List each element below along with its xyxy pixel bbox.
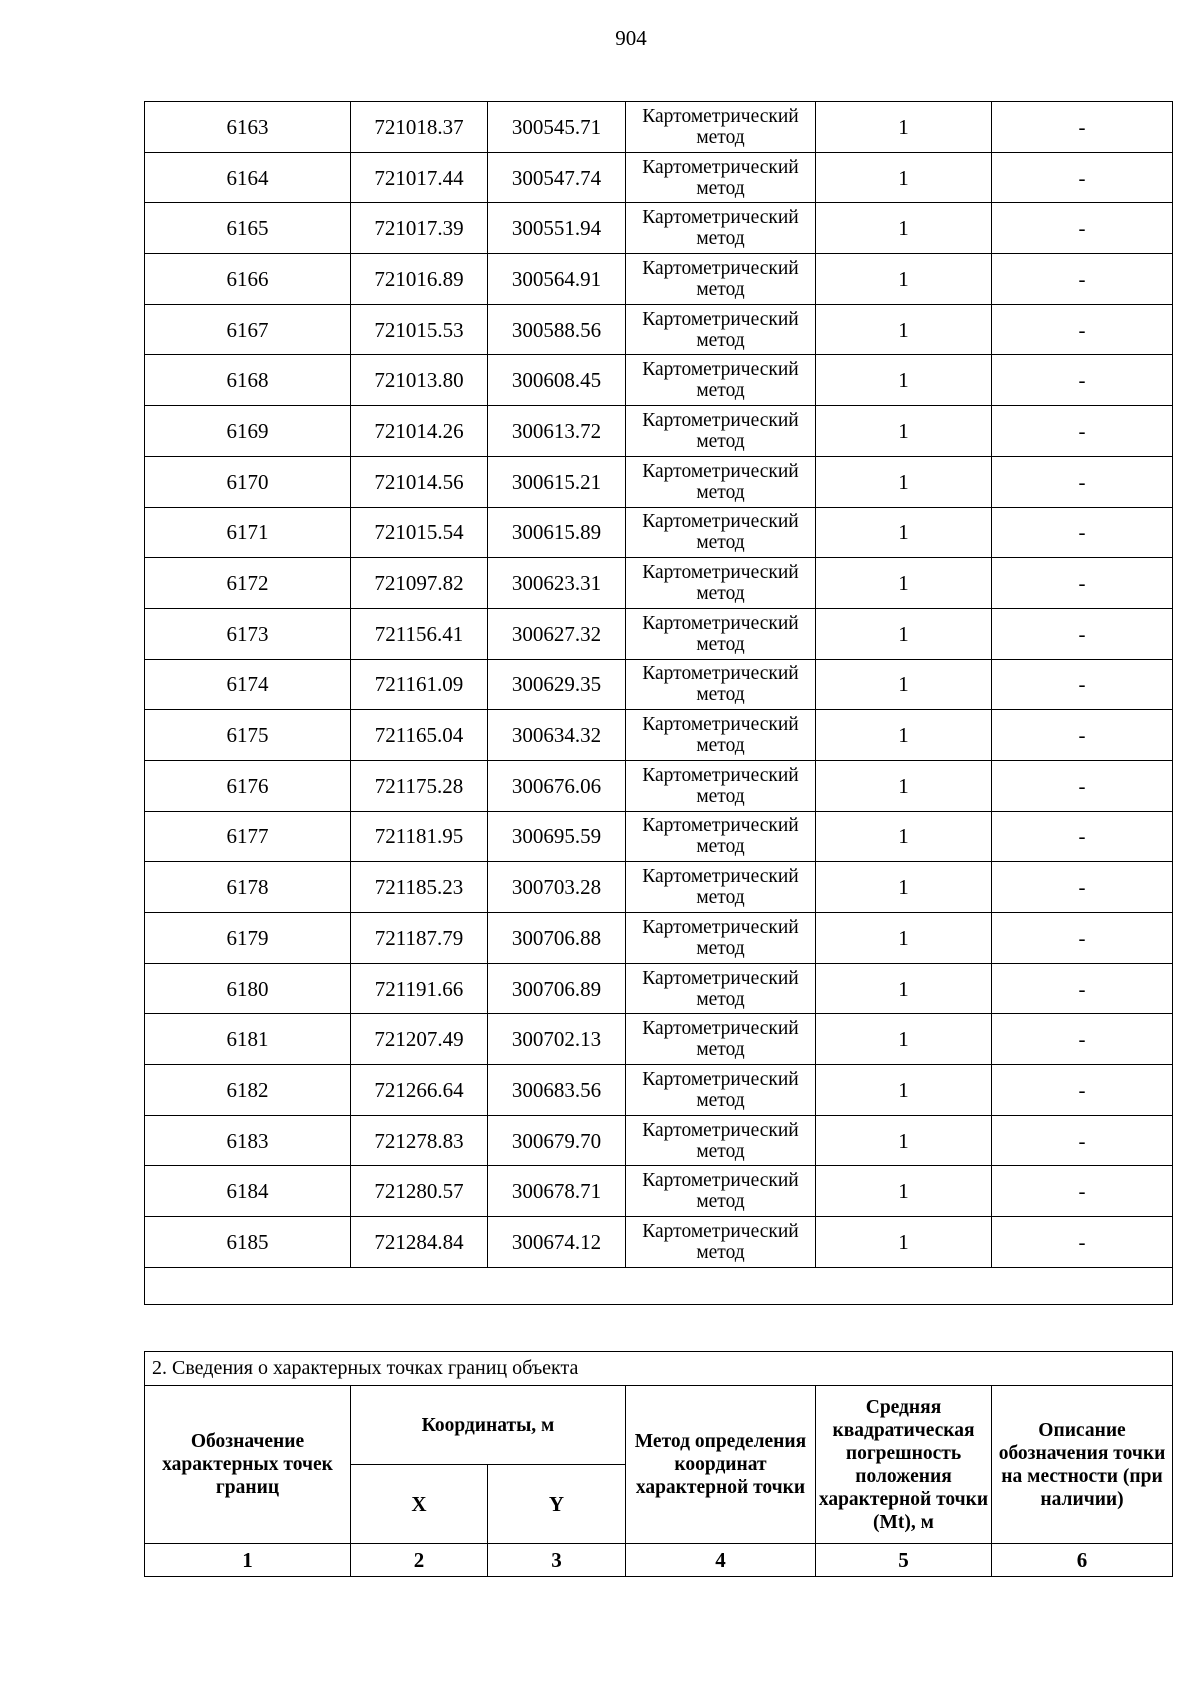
x-coordinate-cell: 721181.95 — [351, 811, 488, 862]
page-number: 904 — [615, 26, 647, 50]
column-number: 6 — [992, 1544, 1173, 1577]
description-cell: - — [992, 1166, 1173, 1217]
point-id-cell: 6169 — [145, 406, 351, 457]
point-id-cell: 6170 — [145, 456, 351, 507]
y-coordinate-cell: 300674.12 — [488, 1217, 626, 1268]
description-cell: - — [992, 102, 1173, 153]
mt-cell: 1 — [816, 1115, 992, 1166]
y-coordinate-cell: 300676.06 — [488, 760, 626, 811]
table-row — [145, 913, 1173, 964]
mt-cell: 1 — [816, 913, 992, 964]
x-coordinate-cell: 721013.80 — [351, 355, 488, 406]
point-id-cell: 6183 — [145, 1115, 351, 1166]
table-row — [145, 1115, 1173, 1166]
header-mt: Средняя квадратическая погрешность положения характерной точки (Mt), м — [816, 1386, 992, 1544]
method-cell: Картометрический метод — [626, 1065, 816, 1116]
column-number: 2 — [351, 1544, 488, 1577]
point-id-cell: 6181 — [145, 1014, 351, 1065]
y-coordinate-cell: 300679.70 — [488, 1115, 626, 1166]
header-method: Метод определения координат характерной точки — [626, 1386, 816, 1544]
mt-cell: 1 — [816, 102, 992, 153]
table-row — [145, 507, 1173, 558]
point-id-cell: 6172 — [145, 558, 351, 609]
x-coordinate-cell: 721280.57 — [351, 1166, 488, 1217]
table-row — [145, 1065, 1173, 1116]
description-cell: - — [992, 355, 1173, 406]
x-coordinate-cell: 721266.64 — [351, 1065, 488, 1116]
table-row — [145, 608, 1173, 659]
point-id-cell: 6176 — [145, 760, 351, 811]
mt-cell: 1 — [816, 152, 992, 203]
mt-cell: 1 — [816, 1065, 992, 1116]
x-coordinate-cell: 721191.66 — [351, 963, 488, 1014]
point-id-cell: 6165 — [145, 203, 351, 254]
point-id-cell: 6185 — [145, 1217, 351, 1268]
description-cell: - — [992, 811, 1173, 862]
point-id-cell: 6182 — [145, 1065, 351, 1116]
method-cell: Картометрический метод — [626, 355, 816, 406]
description-cell: - — [992, 1217, 1173, 1268]
y-coordinate-cell: 300695.59 — [488, 811, 626, 862]
point-id-cell: 6167 — [145, 304, 351, 355]
mt-cell: 1 — [816, 355, 992, 406]
x-coordinate-cell: 721278.83 — [351, 1115, 488, 1166]
x-coordinate-cell: 721017.44 — [351, 152, 488, 203]
description-cell: - — [992, 304, 1173, 355]
method-cell: Картометрический метод — [626, 608, 816, 659]
boundary-points-table-body — [145, 102, 1173, 1305]
mt-cell: 1 — [816, 608, 992, 659]
mt-cell: 1 — [816, 203, 992, 254]
column-number: 4 — [626, 1544, 816, 1577]
boundary-points-table — [144, 101, 1173, 1305]
y-coordinate-cell: 300678.71 — [488, 1166, 626, 1217]
mt-cell: 1 — [816, 558, 992, 609]
table-row — [145, 963, 1173, 1014]
column-number: 5 — [816, 1544, 992, 1577]
y-coordinate-cell: 300608.45 — [488, 355, 626, 406]
y-coordinate-cell: 300545.71 — [488, 102, 626, 153]
header-coordinates: Координаты, м — [351, 1386, 626, 1465]
table-empty-row — [145, 1267, 1173, 1304]
table-row — [145, 1217, 1173, 1268]
x-coordinate-cell: 721097.82 — [351, 558, 488, 609]
table-row — [145, 203, 1173, 254]
point-id-cell: 6177 — [145, 811, 351, 862]
description-cell: - — [992, 659, 1173, 710]
x-coordinate-cell: 721161.09 — [351, 659, 488, 710]
x-coordinate-cell: 721156.41 — [351, 608, 488, 659]
column-number: 1 — [145, 1544, 351, 1577]
table-row — [145, 102, 1173, 153]
mt-cell: 1 — [816, 1166, 992, 1217]
method-cell: Картометрический метод — [626, 862, 816, 913]
section2-title: 2. Сведения о характерных точках границ объекта — [145, 1352, 1173, 1386]
y-coordinate-cell: 300623.31 — [488, 558, 626, 609]
method-cell: Картометрический метод — [626, 406, 816, 457]
header-y: Y — [488, 1465, 626, 1544]
y-coordinate-cell: 300629.35 — [488, 659, 626, 710]
x-coordinate-cell: 721014.26 — [351, 406, 488, 457]
table-row — [145, 1166, 1173, 1217]
y-coordinate-cell: 300634.32 — [488, 710, 626, 761]
method-cell: Картометрический метод — [626, 1014, 816, 1065]
table-row — [145, 456, 1173, 507]
description-cell: - — [992, 152, 1173, 203]
mt-cell: 1 — [816, 963, 992, 1014]
x-coordinate-cell: 721187.79 — [351, 913, 488, 964]
table-row — [145, 760, 1173, 811]
y-coordinate-cell: 300551.94 — [488, 203, 626, 254]
y-coordinate-cell: 300615.89 — [488, 507, 626, 558]
description-cell: - — [992, 558, 1173, 609]
mt-cell: 1 — [816, 507, 992, 558]
description-cell: - — [992, 406, 1173, 457]
y-coordinate-cell: 300564.91 — [488, 254, 626, 305]
table-row — [145, 811, 1173, 862]
method-cell: Картометрический метод — [626, 102, 816, 153]
method-cell: Картометрический метод — [626, 203, 816, 254]
method-cell: Картометрический метод — [626, 963, 816, 1014]
point-id-cell: 6171 — [145, 507, 351, 558]
method-cell: Картометрический метод — [626, 152, 816, 203]
y-coordinate-cell: 300703.28 — [488, 862, 626, 913]
x-coordinate-cell: 721165.04 — [351, 710, 488, 761]
header-x: X — [351, 1465, 488, 1544]
description-cell: - — [992, 254, 1173, 305]
method-cell: Картометрический метод — [626, 710, 816, 761]
mt-cell: 1 — [816, 304, 992, 355]
section2-header-table — [144, 1351, 1173, 1577]
description-cell: - — [992, 1115, 1173, 1166]
description-cell: - — [992, 862, 1173, 913]
x-coordinate-cell: 721016.89 — [351, 254, 488, 305]
mt-cell: 1 — [816, 456, 992, 507]
description-cell: - — [992, 913, 1173, 964]
point-id-cell: 6184 — [145, 1166, 351, 1217]
header-designation: Обозначение характерных точек границ — [145, 1386, 351, 1544]
table-row — [145, 304, 1173, 355]
method-cell: Картометрический метод — [626, 913, 816, 964]
table-row — [145, 862, 1173, 913]
column-numbers-row — [145, 1544, 1173, 1577]
description-cell: - — [992, 608, 1173, 659]
description-cell: - — [992, 456, 1173, 507]
column-number: 3 — [488, 1544, 626, 1577]
mt-cell: 1 — [816, 1014, 992, 1065]
method-cell: Картометрический метод — [626, 1115, 816, 1166]
empty-cell — [145, 1267, 1173, 1304]
point-id-cell: 6166 — [145, 254, 351, 305]
y-coordinate-cell: 300706.89 — [488, 963, 626, 1014]
x-coordinate-cell: 721018.37 — [351, 102, 488, 153]
table-row — [145, 254, 1173, 305]
method-cell: Картометрический метод — [626, 811, 816, 862]
y-coordinate-cell: 300627.32 — [488, 608, 626, 659]
point-id-cell: 6168 — [145, 355, 351, 406]
method-cell: Картометрический метод — [626, 760, 816, 811]
mt-cell: 1 — [816, 760, 992, 811]
table-row — [145, 1014, 1173, 1065]
x-coordinate-cell: 721207.49 — [351, 1014, 488, 1065]
point-id-cell: 6179 — [145, 913, 351, 964]
y-coordinate-cell: 300615.21 — [488, 456, 626, 507]
mt-cell: 1 — [816, 406, 992, 457]
mt-cell: 1 — [816, 1217, 992, 1268]
method-cell: Картометрический метод — [626, 1217, 816, 1268]
x-coordinate-cell: 721015.54 — [351, 507, 488, 558]
point-id-cell: 6180 — [145, 963, 351, 1014]
x-coordinate-cell: 721017.39 — [351, 203, 488, 254]
table-row — [145, 710, 1173, 761]
description-cell: - — [992, 507, 1173, 558]
description-cell: - — [992, 203, 1173, 254]
header-description: Описание обозначения точки на местности (при наличии) — [992, 1386, 1173, 1544]
x-coordinate-cell: 721175.28 — [351, 760, 488, 811]
description-cell: - — [992, 1065, 1173, 1116]
mt-cell: 1 — [816, 862, 992, 913]
y-coordinate-cell: 300547.74 — [488, 152, 626, 203]
method-cell: Картометрический метод — [626, 456, 816, 507]
y-coordinate-cell: 300588.56 — [488, 304, 626, 355]
point-id-cell: 6163 — [145, 102, 351, 153]
point-id-cell: 6178 — [145, 862, 351, 913]
table-row — [145, 659, 1173, 710]
method-cell: Картометрический метод — [626, 558, 816, 609]
y-coordinate-cell: 300702.13 — [488, 1014, 626, 1065]
y-coordinate-cell: 300683.56 — [488, 1065, 626, 1116]
y-coordinate-cell: 300706.88 — [488, 913, 626, 964]
table-row — [145, 406, 1173, 457]
description-cell: - — [992, 1014, 1173, 1065]
y-coordinate-cell: 300613.72 — [488, 406, 626, 457]
x-coordinate-cell: 721185.23 — [351, 862, 488, 913]
description-cell: - — [992, 963, 1173, 1014]
description-cell: - — [992, 710, 1173, 761]
method-cell: Картометрический метод — [626, 659, 816, 710]
method-cell: Картометрический метод — [626, 1166, 816, 1217]
point-id-cell: 6164 — [145, 152, 351, 203]
method-cell: Картометрический метод — [626, 304, 816, 355]
mt-cell: 1 — [816, 659, 992, 710]
table-row — [145, 355, 1173, 406]
x-coordinate-cell: 721014.56 — [351, 456, 488, 507]
table-row — [145, 558, 1173, 609]
point-id-cell: 6175 — [145, 710, 351, 761]
point-id-cell: 6174 — [145, 659, 351, 710]
mt-cell: 1 — [816, 254, 992, 305]
table-row — [145, 152, 1173, 203]
method-cell: Картометрический метод — [626, 254, 816, 305]
x-coordinate-cell: 721284.84 — [351, 1217, 488, 1268]
mt-cell: 1 — [816, 710, 992, 761]
method-cell: Картометрический метод — [626, 507, 816, 558]
x-coordinate-cell: 721015.53 — [351, 304, 488, 355]
description-cell: - — [992, 760, 1173, 811]
point-id-cell: 6173 — [145, 608, 351, 659]
mt-cell: 1 — [816, 811, 992, 862]
